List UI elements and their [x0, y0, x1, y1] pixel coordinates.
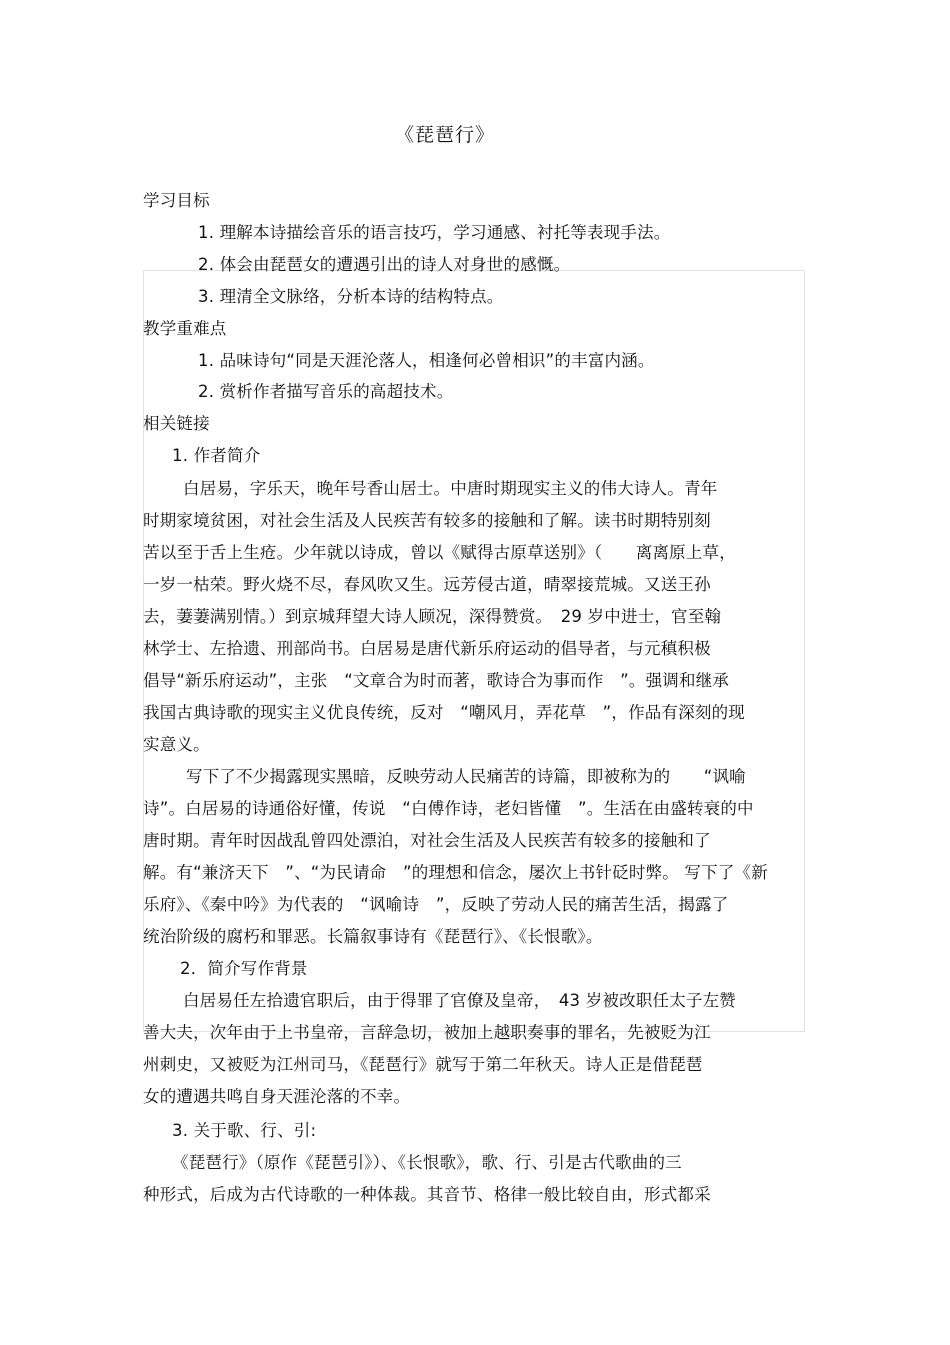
heading-links: 相关链接 [143, 414, 210, 433]
objective-item: 1. 理解本诗描绘音乐的语言技巧，学习通感、衬托等表现手法。 [198, 223, 671, 242]
author-intro-line: 去，萋萋满别情。）到京城拜望大诗人顾况，深得赞赏。 29 岁中进士，官至翰 [143, 607, 722, 626]
author-intro-line: 白居易，字乐天，晚年号香山居士。中唐时期现实主义的伟大诗人。青年 [183, 479, 718, 498]
heading-objectives: 学习目标 [143, 191, 210, 210]
background-heading: 2．简介写作背景 [180, 959, 308, 978]
objective-item: 2. 体会由琵琶女的遭遇引出的诗人对身世的感慨。 [198, 255, 571, 274]
author-intro-line: 倡导“新乐府运动”，主张 “文章合为时而著，歌诗合为事而作 ”。强调和继承 [143, 671, 730, 690]
document-title: 《琵琶行》 [395, 124, 496, 146]
heading-difficulties: 教学重难点 [143, 319, 227, 338]
difficulty-item: 1. 品味诗句“同是天涯沦落人，相逢何必曾相识”的丰富内涵。 [198, 351, 655, 370]
author-intro-line: 时期家境贫困，对社会生活及人民疾苦有较多的接触和了解。读书时期特别刻 [143, 511, 711, 530]
author-intro-line: 一岁一枯荣。野火烧不尽，春风吹又生。远芳侵古道，晴翠接荒城。又送王孙 [143, 575, 711, 594]
background-line: 善大夫，次年由于上书皇帝，言辞急切，被加上越职奏事的罪名，先被贬为江 [143, 1023, 711, 1042]
author-intro-line: 林学士、左拾遗、刑部尚书。白居易是唐代新乐府运动的倡导者，与元稹积极 [143, 639, 711, 658]
song-forms-heading: 3. 关于歌、行、引: [172, 1121, 317, 1140]
author-intro-line: 苦以至于舌上生疮。少年就以诗成，曾以《赋得古原草送别》（ 离离原上草， [143, 543, 736, 562]
author-intro-line: 诗”。白居易的诗通俗好懂，传说 “白傅作诗，老妇皆懂 ”。生活在由盛转衰的中 [143, 799, 754, 818]
background-line: 白居易任左拾遗官职后，由于得罪了官僚及皇帝， 43 岁被改职任太子左赞 [183, 991, 736, 1010]
author-intro-line: 实意义。 [143, 735, 210, 754]
author-intro-line: 解。有“兼济天下 ”、“为民请命 ”的理想和信念，屡次上书针砭时弊。 写下了《新 [143, 863, 768, 882]
author-intro-heading: 1. 作者简介 [172, 446, 261, 465]
author-intro-line: 乐府》、《秦中吟》为代表的 “讽喻诗 ”，反映了劳动人民的痛苦生活，揭露了 [143, 895, 729, 914]
background-line: 女的遭遇共鸣自身天涯沦落的不幸。 [143, 1087, 411, 1106]
author-intro-line: 唐时期。青年时因战乱曾四处漂泊，对社会生活及人民疾苦有较多的接触和了 [143, 831, 711, 850]
song-forms-line: 《琵琶行》（原作《琵琶引》）、《长恨歌》，歌、行、引是古代歌曲的三 [172, 1153, 682, 1172]
author-intro-line: 我国古典诗歌的现实主义优良传统，反对 “嘲风月，弄花草 ”，作品有深刻的现 [143, 703, 745, 722]
author-intro-line: 写下了不少揭露现实黑暗，反映劳动人民痛苦的诗篇，即被称为的 “讽喻 [186, 767, 746, 786]
objective-item: 3. 理清全文脉络，分析本诗的结构特点。 [198, 287, 504, 306]
song-forms-line: 种形式，后成为古代诗歌的一种体裁。其音节、格律一般比较自由，形式都采 [143, 1185, 711, 1204]
background-line: 州刺史，又被贬为江州司马，《琵琶行》就写于第二年秋天。诗人正是借琵琶 [143, 1055, 703, 1074]
difficulty-item: 2. 赏析作者描写音乐的高超技术。 [198, 382, 454, 401]
author-intro-line: 统治阶级的腐朽和罪恶。长篇叙事诗有《琵琶行》、《长恨歌》。 [143, 927, 603, 946]
